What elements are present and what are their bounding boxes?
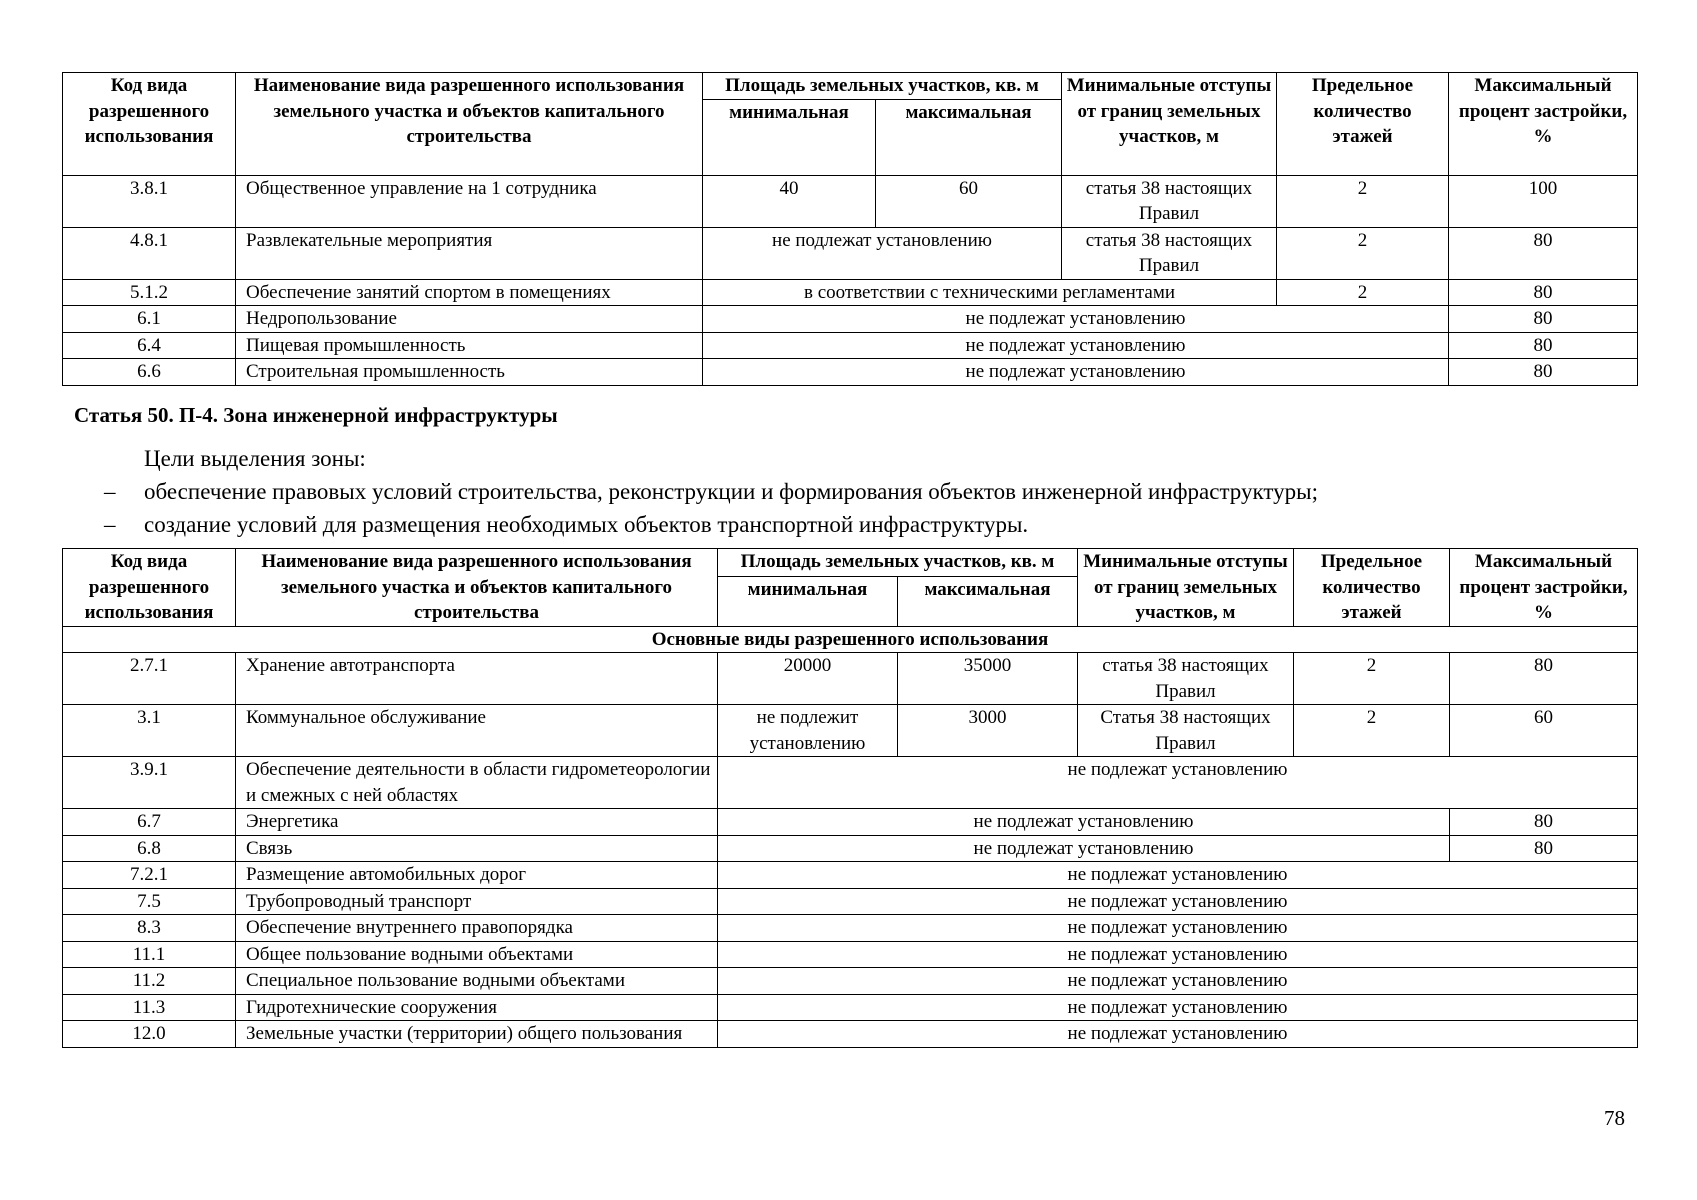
cell-floors: 2 bbox=[1277, 227, 1449, 279]
cell-code: 3.1 bbox=[63, 705, 236, 757]
cell-code: 6.6 bbox=[63, 359, 236, 386]
cell-coverage: 80 bbox=[1450, 835, 1638, 862]
cell-coverage: 80 bbox=[1449, 306, 1638, 333]
header-setbacks: Минимальные отступы от границ земельных участков, м bbox=[1078, 549, 1294, 627]
cell-setback: статья 38 настоящих Правил bbox=[1078, 653, 1294, 705]
header-area: Площадь земельных участков, кв. м bbox=[718, 549, 1078, 577]
cell-name: Энергетика bbox=[236, 809, 718, 836]
cell-span: не подлежат установлению bbox=[718, 757, 1638, 809]
table-row bbox=[63, 968, 1638, 995]
header-name: Наименование вида разрешенного использования земельного участка и объектов капитального строительства bbox=[236, 549, 718, 627]
cell-floors: 2 bbox=[1294, 705, 1450, 757]
cell-span: не подлежат установлению bbox=[703, 306, 1449, 333]
article-title: Статья 50. П-4. Зона инженерной инфраструктуры bbox=[74, 403, 558, 427]
cell-name: Хранение автотранспорта bbox=[236, 653, 718, 705]
cell-floors: 2 bbox=[1277, 175, 1449, 227]
cell-setback: статья 38 настоящих Правил bbox=[1062, 175, 1277, 227]
zone-goals bbox=[104, 442, 1318, 541]
header-floors: Предельное количество этажей bbox=[1294, 549, 1450, 627]
cell-span: не подлежат установлению bbox=[703, 332, 1449, 359]
header-area-min: минимальная bbox=[718, 576, 898, 626]
header-setbacks: Минимальные отступы от границ земельных участков, м bbox=[1062, 73, 1277, 176]
cell-name: Размещение автомобильных дорог bbox=[236, 862, 718, 889]
dash-bullet: – bbox=[104, 479, 116, 504]
goal-item bbox=[104, 475, 1318, 508]
header-area-max: максимальная bbox=[876, 99, 1062, 175]
cell-coverage: 80 bbox=[1450, 809, 1638, 836]
cell-coverage: 80 bbox=[1450, 653, 1638, 705]
cell-setback: статья 38 настоящих Правил bbox=[1062, 227, 1277, 279]
cell-code: 3.8.1 bbox=[63, 175, 236, 227]
cell-span: не подлежат установлению bbox=[718, 1021, 1638, 1048]
table-row bbox=[63, 653, 1638, 705]
cell-name: Общественное управление на 1 сотрудника bbox=[236, 175, 703, 227]
dash-bullet: – bbox=[104, 512, 116, 537]
table-row bbox=[63, 332, 1638, 359]
cell-code: 5.1.2 bbox=[63, 279, 236, 306]
cell-name: Пищевая промышленность bbox=[236, 332, 703, 359]
cell-area: не подлежат установлению bbox=[703, 227, 1062, 279]
cell-area-min: не подлежит установлению bbox=[718, 705, 898, 757]
table-row bbox=[63, 1021, 1638, 1048]
cell-name: Недропользование bbox=[236, 306, 703, 333]
cell-coverage: 80 bbox=[1449, 359, 1638, 386]
cell-code: 2.7.1 bbox=[63, 653, 236, 705]
header-area-min: минимальная bbox=[703, 99, 876, 175]
cell-code: 11.1 bbox=[63, 941, 236, 968]
cell-area-min: 40 bbox=[703, 175, 876, 227]
section-title: Основные виды разрешенного использования bbox=[63, 626, 1638, 653]
goal-item bbox=[104, 508, 1318, 541]
table-row bbox=[63, 941, 1638, 968]
cell-name: Коммунальное обслуживание bbox=[236, 705, 718, 757]
header-name: Наименование вида разрешенного использования земельного участка и объектов капитального строительства bbox=[236, 73, 703, 176]
cell-coverage: 60 bbox=[1450, 705, 1638, 757]
table-row bbox=[63, 757, 1638, 809]
cell-code: 6.7 bbox=[63, 809, 236, 836]
cell-area-max: 35000 bbox=[898, 653, 1078, 705]
cell-code: 6.1 bbox=[63, 306, 236, 333]
cell-span: не подлежат установлению bbox=[718, 809, 1450, 836]
cell-span: не подлежат установлению bbox=[718, 862, 1638, 889]
cell-floors: 2 bbox=[1277, 279, 1449, 306]
cell-name: Трубопроводный транспорт bbox=[236, 888, 718, 915]
cell-span: не подлежат установлению bbox=[718, 888, 1638, 915]
cell-floors: 2 bbox=[1294, 653, 1450, 705]
cell-code: 11.3 bbox=[63, 994, 236, 1021]
cell-code: 6.8 bbox=[63, 835, 236, 862]
cell-code: 3.9.1 bbox=[63, 757, 236, 809]
table-row bbox=[63, 359, 1638, 386]
table-row bbox=[63, 888, 1638, 915]
cell-name: Гидротехнические сооружения bbox=[236, 994, 718, 1021]
cell-code: 8.3 bbox=[63, 915, 236, 942]
table-row bbox=[63, 809, 1638, 836]
cell-code: 7.2.1 bbox=[63, 862, 236, 889]
header-code: Код вида разрешенного использования bbox=[63, 549, 236, 627]
cell-span: не подлежат установлению bbox=[718, 994, 1638, 1021]
cell-name: Строительная промышленность bbox=[236, 359, 703, 386]
table-row bbox=[63, 279, 1638, 306]
table-row bbox=[63, 306, 1638, 333]
cell-name: Обеспечение деятельности в области гидрометеорологии и смежных с ней областях bbox=[236, 757, 718, 809]
cell-name: Земельные участки (территории) общего пользования bbox=[236, 1021, 718, 1048]
cell-span: в соответствии с техническими регламентами bbox=[703, 279, 1277, 306]
cell-coverage: 100 bbox=[1449, 175, 1638, 227]
cell-span: не подлежат установлению bbox=[718, 835, 1450, 862]
goal-text: обеспечение правовых условий строительства, реконструкции и формирования объектов инженерной инфраструктуры; bbox=[144, 479, 1318, 504]
cell-span: не подлежат установлению bbox=[718, 941, 1638, 968]
cell-code: 7.5 bbox=[63, 888, 236, 915]
table-header-row bbox=[63, 549, 1638, 577]
cell-name: Связь bbox=[236, 835, 718, 862]
table-row bbox=[63, 994, 1638, 1021]
cell-span: не подлежат установлению bbox=[718, 968, 1638, 995]
cell-name: Развлекательные мероприятия bbox=[236, 227, 703, 279]
cell-area-max: 3000 bbox=[898, 705, 1078, 757]
cell-setback: Статья 38 настоящих Правил bbox=[1078, 705, 1294, 757]
goal-text: создание условий для размещения необходимых объектов транспортной инфраструктуры. bbox=[144, 512, 1029, 537]
cell-coverage: 80 bbox=[1449, 332, 1638, 359]
header-coverage: Максимальный процент застройки, % bbox=[1449, 73, 1638, 176]
cell-code: 6.4 bbox=[63, 332, 236, 359]
cell-coverage: 80 bbox=[1449, 227, 1638, 279]
cell-code: 12.0 bbox=[63, 1021, 236, 1048]
table-row bbox=[63, 705, 1638, 757]
cell-coverage: 80 bbox=[1449, 279, 1638, 306]
land-use-table-2 bbox=[62, 548, 1638, 1048]
header-code: Код вида разрешенного использования bbox=[63, 73, 236, 176]
cell-name: Обеспечение внутреннего правопорядка bbox=[236, 915, 718, 942]
land-use-table-1 bbox=[62, 72, 1638, 386]
cell-code: 4.8.1 bbox=[63, 227, 236, 279]
cell-name: Общее пользование водными объектами bbox=[236, 941, 718, 968]
cell-name: Специальное пользование водными объектами bbox=[236, 968, 718, 995]
cell-span: не подлежат установлению bbox=[718, 915, 1638, 942]
header-area: Площадь земельных участков, кв. м bbox=[703, 73, 1062, 100]
table-row bbox=[63, 227, 1638, 279]
table-row bbox=[63, 862, 1638, 889]
header-coverage: Максимальный процент застройки, % bbox=[1450, 549, 1638, 627]
header-floors: Предельное количество этажей bbox=[1277, 73, 1449, 176]
cell-name: Обеспечение занятий спортом в помещениях bbox=[236, 279, 703, 306]
header-area-max: максимальная bbox=[898, 576, 1078, 626]
table-header-row bbox=[63, 73, 1638, 100]
section-row bbox=[63, 626, 1638, 653]
cell-span: не подлежат установлению bbox=[703, 359, 1449, 386]
goals-intro: Цели выделения зоны: bbox=[144, 446, 366, 471]
page-number: 78 bbox=[1604, 1106, 1625, 1130]
table-row bbox=[63, 175, 1638, 227]
table-row bbox=[63, 835, 1638, 862]
cell-code: 11.2 bbox=[63, 968, 236, 995]
cell-area-min: 20000 bbox=[718, 653, 898, 705]
cell-area-max: 60 bbox=[876, 175, 1062, 227]
table-row bbox=[63, 915, 1638, 942]
